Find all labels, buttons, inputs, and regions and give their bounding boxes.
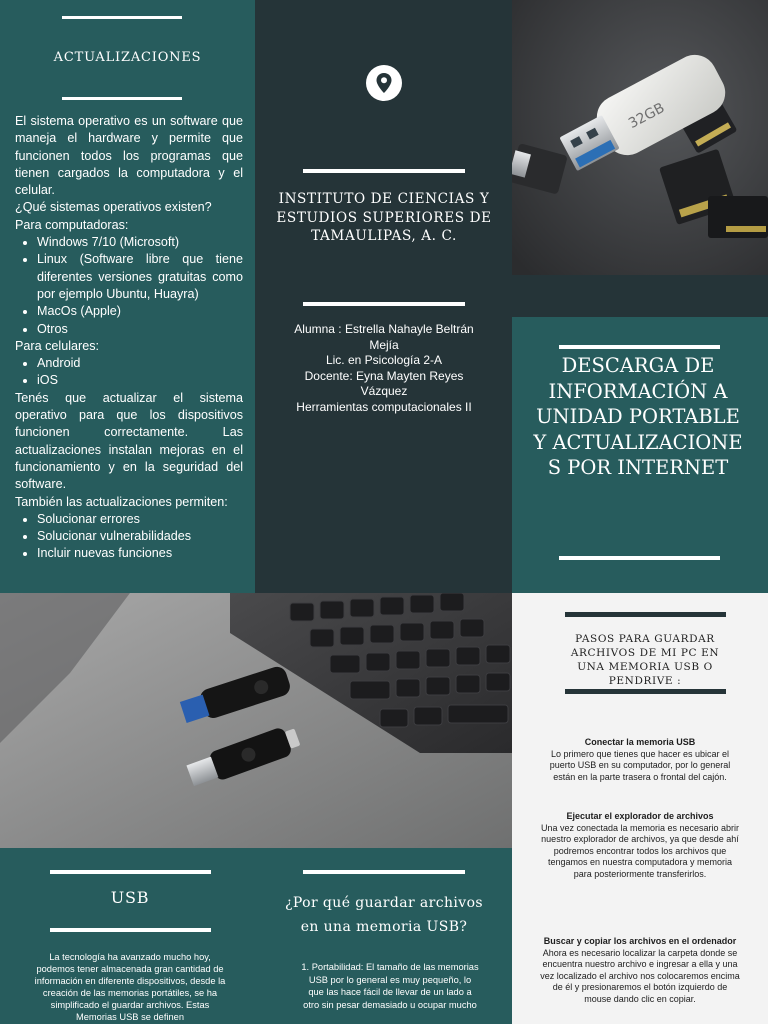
- list-item: • Solucionar vulnerabilidades: [37, 528, 243, 545]
- list-item: • Incluir nuevas funciones: [37, 545, 243, 562]
- os-question: ¿Qué sistemas operativos existen?: [15, 200, 212, 215]
- heading-divider: [62, 97, 182, 100]
- step-2-heading: Ejecutar el explorador de archivos: [566, 811, 714, 821]
- list-item: • iOS: [37, 372, 243, 389]
- course-name: Herramientas computacionales II: [296, 399, 472, 414]
- update-reason: Tenés que actualizar el sistema operativo para que los dispositivos funcionen correctamente. Las actualizaciones instalan mejoras en el funcionamiento y en la seguridad del software.: [15, 390, 243, 492]
- usb-memory-photo: [512, 0, 768, 275]
- updates-heading: ACTUALIZACIONES: [53, 50, 202, 65]
- updates-intro: El sistema operativo es un software que maneja el hardware y permite que funcionen todos los programas que tienen cargados la computadora y el celular.: [15, 114, 243, 198]
- step-1-text: Lo primero que tienes que hacer es ubicar el puerto USB en su computador, por lo general están en la parte trasera o frontal del cajón.: [549, 749, 731, 782]
- usb-text: La tecnología ha avanzado mucho hoy, podemos tener almacenada gran cantidad de información en diferente dispositivos, desde la creación de las memorias portátiles, se ha simplificado el guardar archivos. Estas Memorias USB se definen: [34, 952, 226, 1022]
- brochure-title: DESCARGA DE INFORMACIÓN A UNIDAD PORTABLE Y ACTUALIZACIONE S POR INTERNET: [533, 354, 743, 479]
- updates-panel: [0, 0, 255, 593]
- computer-os-list: [15, 234, 243, 338]
- usb-capacity-label: 32GB: [626, 99, 668, 133]
- steps-panel: [512, 593, 768, 1024]
- computers-label: Para computadoras:: [15, 217, 129, 232]
- list-item: • Android: [37, 355, 243, 372]
- brochure-title-panel: [512, 317, 768, 593]
- updates-body: [15, 113, 243, 563]
- why-panel: [260, 848, 512, 1024]
- laptop-usb-illustration: [0, 593, 512, 848]
- list-item: • Linux (Software libre que tiene diferentes versiones gratuitas como por ejemplo Ubuntu, Huayra): [37, 251, 243, 303]
- step-2-text: Una vez conectada la memoria es necesario abrir nuestro explorador de archivos, ya que desde ahí podremos encontrar todos los archivos que tengamos en nuestra computadora y memoria para posteriormente transferirlos.: [540, 823, 740, 879]
- why-item-1: 1. Portabilidad: El tamaño de las memorias USB por lo general es muy pequeño, lo que las hace fácil de llevar de un lado a otro sin pesar demasiado u ocupar mucho: [301, 962, 479, 1010]
- steps-title: PASOS PARA GUARDAR ARCHIVOS DE MI PC EN UNA MEMORIA USB O PENDRIVE :: [570, 633, 720, 687]
- list-item: • MacOs (Apple): [37, 303, 243, 320]
- phones-label: Para celulares:: [15, 338, 99, 353]
- teacher-name: Docente: Eyna Mayten Reyes Vázquez: [304, 368, 464, 398]
- usb-memory-illustration: [512, 0, 768, 275]
- usb-panel: [0, 848, 260, 1024]
- list-item: • Otros: [37, 321, 243, 338]
- institute-name: INSTITUTO DE CIENCIAS Y ESTUDIOS SUPERIORES DE TAMAULIPAS, A. C.: [276, 191, 492, 244]
- benefits-label: También las actualizaciones permiten:: [15, 494, 228, 509]
- list-item: • Solucionar errores: [37, 511, 243, 528]
- list-item: • Windows 7/10 (Microsoft): [37, 234, 243, 251]
- usb-heading: USB: [110, 888, 150, 907]
- student-name: Alumna : Estrella Nahayle Beltrán Mejía: [294, 322, 474, 352]
- step-3-heading: Buscar y copiar los archivos en el ordenador: [543, 936, 737, 946]
- degree: Lic. en Psicología 2-A: [325, 353, 443, 367]
- laptop-usb-photo: [0, 593, 512, 848]
- why-heading: ¿Por qué guardar archivos en una memoria USB?: [284, 895, 483, 935]
- phone-os-list: [15, 355, 243, 390]
- institute-panel: [255, 0, 512, 593]
- step-3-text: Ahora es necesario localizar la carpeta donde se encuentra nuestro archivo e ingresar a ella y una vez localizado el archivo nos colocaremos encima de él y presionaremos el botón izquierdo de mouse dando clic en copiar.: [540, 948, 740, 1004]
- photo-gap: [512, 275, 768, 317]
- step-1-heading: Conectar la memoria USB: [584, 737, 696, 747]
- benefits-list: [15, 511, 243, 563]
- top-divider: [62, 16, 182, 19]
